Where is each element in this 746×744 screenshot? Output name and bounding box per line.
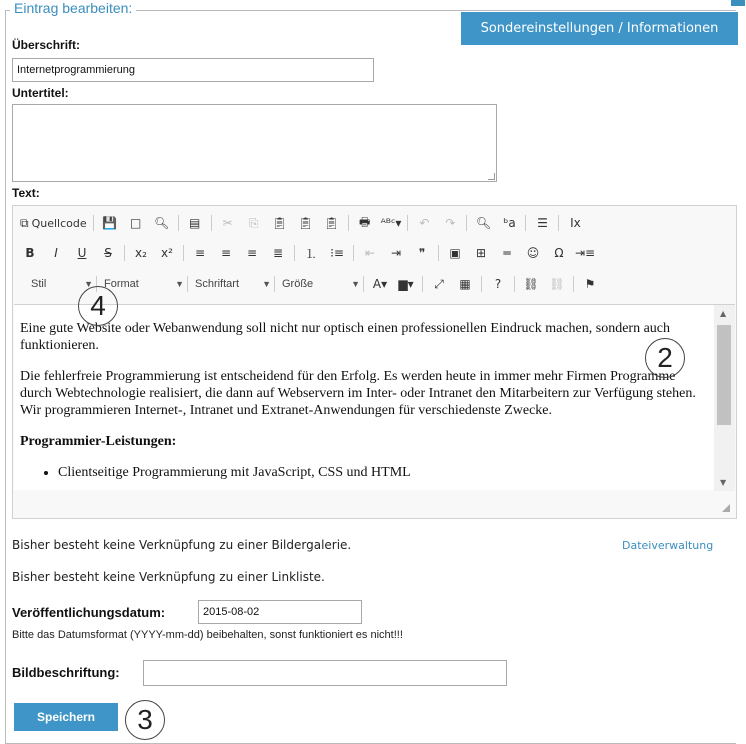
templates-icon: ▤	[188, 216, 201, 230]
chevron-down-icon: ▼	[351, 279, 360, 289]
unlink-button[interactable]	[544, 273, 570, 295]
table-icon: ⊞	[475, 246, 487, 260]
toolbar-separator	[274, 276, 275, 292]
annotation-marker: 3	[125, 700, 165, 740]
format-dropdown-label: Format	[104, 278, 139, 290]
outdent-button[interactable]	[357, 242, 383, 264]
paste-word-button[interactable]	[319, 212, 345, 234]
scrollbar-thumb[interactable]	[717, 325, 731, 425]
source-button[interactable]	[17, 212, 90, 234]
align-left-icon: ≡	[194, 246, 206, 260]
corner-icon	[731, 0, 745, 6]
align-center-icon: ≡	[220, 246, 232, 260]
subtitle-textarea[interactable]	[12, 104, 497, 182]
spellcheck-button[interactable]	[378, 212, 405, 234]
remove-format-button[interactable]	[562, 212, 588, 234]
indent-icon: ⇥	[390, 246, 402, 260]
toolbar-separator	[178, 215, 179, 231]
file-management-link[interactable]: Dateiverwaltung	[622, 539, 714, 552]
align-left-button[interactable]	[187, 242, 213, 264]
date-format-hint: Bitte das Datumsformat (YYYY-mm-dd) beibehalten, sonst funktioniert es nicht!!!	[12, 629, 403, 641]
linklist-status-text: Bisher besteht keine Verknüpfung zu einer Linkliste.	[12, 570, 325, 584]
about-button[interactable]	[485, 273, 511, 295]
omega-icon: Ω	[554, 246, 564, 260]
smiley-icon: ☺	[526, 246, 540, 260]
style-dropdown[interactable]	[17, 273, 93, 295]
paste-icon: 📋︎	[272, 216, 288, 230]
toolbar-row-2	[17, 240, 598, 266]
content-paragraph: Die fehlerfreie Programmierung ist entscheidend für den Erfolg. Es werden heute in immer mehr Firmen Programme durch Webtechnologie realisiert, die dann auf Webservern im Inter- oder Intranet den Mitarbeitern zur Verfügung stehen. Wir programmieren Internet-, Intranet und Extranet-Anwendungen für verschiedenste Zwecke.	[20, 369, 696, 418]
toolbar-separator	[353, 245, 354, 261]
undo-icon: ↶	[419, 216, 430, 230]
paste-text-icon: 📋︎	[298, 216, 314, 230]
maximize-button[interactable]	[426, 273, 452, 295]
content-list	[20, 464, 706, 481]
toolbar-row-3-buttons	[367, 273, 603, 295]
justify-button[interactable]	[265, 242, 291, 264]
blockquote-icon: ❞	[418, 246, 426, 260]
paste-text-button[interactable]	[293, 212, 319, 234]
table-button[interactable]	[468, 242, 494, 264]
background-color-icon: ▆▾	[398, 277, 414, 291]
source-icon: ⧉	[20, 215, 29, 230]
underline-icon: U	[77, 246, 87, 260]
font-dropdown[interactable]	[191, 273, 271, 295]
indent-button[interactable]	[383, 242, 409, 264]
italic-button[interactable]	[43, 242, 69, 264]
preview-button[interactable]	[149, 212, 175, 234]
text-color-button[interactable]	[367, 273, 393, 295]
paste-word-icon: 📋︎	[324, 216, 340, 230]
annotation-marker: 4	[78, 286, 118, 326]
link-button[interactable]	[518, 273, 544, 295]
undo-button[interactable]	[411, 212, 437, 234]
save-button[interactable]: Speichern	[14, 703, 118, 731]
horizontal-rule-icon: ═	[503, 246, 511, 260]
align-center-button[interactable]	[213, 242, 239, 264]
new-page-button[interactable]	[123, 212, 149, 234]
subtitle-label: Untertitel:	[12, 86, 69, 100]
resize-grip-icon[interactable]	[488, 173, 495, 180]
toolbar-separator	[481, 276, 482, 292]
preview-icon: 🔍︎	[154, 216, 170, 230]
redo-button[interactable]	[437, 212, 463, 234]
align-right-icon: ≡	[246, 246, 258, 260]
underline-button[interactable]	[69, 242, 95, 264]
bg-color-button[interactable]	[393, 273, 419, 295]
resize-grip-icon[interactable]	[722, 504, 730, 512]
image-button[interactable]	[442, 242, 468, 264]
numbered-list-icon: ⒈	[304, 246, 317, 261]
subtitle-wrapper	[12, 104, 497, 182]
toolbar-separator	[294, 245, 295, 261]
source-button-label: Quellcode	[31, 216, 87, 230]
select-all-button[interactable]	[529, 212, 555, 234]
bullet-list-icon: ⁝≡	[330, 246, 344, 260]
page-break-icon: ⇥≡	[575, 246, 596, 260]
superscript-icon: x²	[161, 246, 173, 260]
list-item: • Clientseitige Programmierung mit JavaScript, CSS und HTML	[58, 464, 706, 481]
page-break-button[interactable]	[572, 242, 598, 264]
font-dropdown-label: Schriftart	[195, 278, 240, 290]
special-char-button[interactable]	[546, 242, 572, 264]
templates-button[interactable]	[182, 212, 208, 234]
caption-input[interactable]	[143, 660, 507, 686]
toolbar-separator	[514, 276, 515, 292]
subscript-button[interactable]	[128, 242, 154, 264]
toolbar-separator	[348, 215, 349, 231]
text-label: Text:	[12, 186, 40, 200]
find-button[interactable]	[470, 212, 496, 234]
replace-button[interactable]	[496, 212, 522, 234]
remove-format-icon: Ix	[570, 216, 581, 230]
link-icon: ⛓	[523, 277, 539, 291]
publish-date-input[interactable]	[198, 600, 362, 624]
size-dropdown-label: Größe	[282, 278, 314, 290]
editor-content[interactable]	[14, 304, 714, 490]
toolbar-row-1	[17, 210, 588, 236]
cut-icon: ✂	[222, 216, 233, 230]
unlink-icon: ⛓	[549, 277, 565, 291]
print-button[interactable]	[352, 212, 378, 234]
find-icon: 🔍︎	[475, 216, 492, 230]
chevron-down-icon: ▼	[84, 279, 93, 289]
toolbar-separator	[124, 245, 125, 261]
gallery-status-text: Bisher besteht keine Verknüpfung zu einer Bildergalerie.	[12, 538, 352, 552]
chevron-down-icon: ▼	[262, 279, 271, 289]
chevron-down-icon: ▼	[175, 279, 184, 289]
toolbar-separator	[183, 245, 184, 261]
numbered-list-button[interactable]	[298, 242, 324, 264]
toolbar-separator	[363, 276, 364, 292]
strike-button[interactable]	[95, 242, 121, 264]
hr-button[interactable]	[494, 242, 520, 264]
replace-icon: ᵇa	[503, 216, 516, 230]
show-blocks-icon: ▦	[459, 277, 471, 291]
heading-label: Überschrift:	[12, 38, 81, 52]
cut-button[interactable]	[215, 212, 241, 234]
style-dropdown-label: Stil	[31, 278, 47, 290]
copy-icon: ⎘	[248, 215, 259, 230]
toolbar-separator	[187, 276, 188, 292]
print-icon: 🖶	[358, 214, 371, 229]
annotation-marker: 2	[645, 338, 685, 378]
info-tab-button[interactable]: Sondereinstellungen / Informationen	[461, 12, 738, 45]
content-heading: Programmier-Leistungen:	[20, 434, 177, 449]
bold-button[interactable]	[17, 242, 43, 264]
help-icon: ?	[494, 277, 502, 291]
superscript-button[interactable]	[154, 242, 180, 264]
toolbar-separator	[525, 215, 526, 231]
toolbar-separator	[466, 215, 467, 231]
paste-button[interactable]	[267, 212, 293, 234]
toolbar-separator	[573, 276, 574, 292]
scroll-up-icon[interactable]: ▲	[720, 309, 727, 318]
blockquote-button[interactable]	[409, 242, 435, 264]
publish-date-label: Veröffentlichungsdatum:	[12, 605, 166, 620]
spellcheck-icon: ᴬᴮᶜ▾	[380, 216, 402, 230]
copy-button[interactable]	[241, 212, 267, 234]
rich-text-editor	[12, 205, 737, 519]
outdent-icon: ⇤	[364, 246, 376, 260]
size-dropdown[interactable]	[278, 273, 360, 295]
save-doc-button[interactable]	[97, 212, 123, 234]
new-page-icon: □	[129, 216, 142, 230]
editor-scrollbar[interactable]	[714, 304, 735, 491]
editor-statusbar	[14, 492, 736, 518]
toolbar-separator	[422, 276, 423, 292]
toolbar-separator	[438, 245, 439, 261]
save-icon: 💾	[102, 216, 118, 230]
scroll-down-icon[interactable]: ▼	[720, 478, 727, 487]
redo-icon: ↷	[445, 216, 456, 230]
align-right-button[interactable]	[239, 242, 265, 264]
anchor-flag-icon: ⚑	[584, 277, 596, 291]
toolbar-separator	[407, 215, 408, 231]
strikethrough-icon: S	[104, 246, 112, 260]
heading-input[interactable]	[12, 58, 374, 82]
bullet-list-button[interactable]	[324, 242, 350, 264]
italic-icon: I	[54, 246, 58, 260]
maximize-icon: ⤢	[434, 276, 444, 291]
caption-label: Bildbeschriftung:	[12, 665, 120, 680]
toolbar-separator	[211, 215, 212, 231]
smiley-button[interactable]	[520, 242, 546, 264]
subscript-icon: x₂	[135, 246, 147, 260]
bold-icon: B	[25, 246, 35, 260]
show-blocks-button[interactable]	[452, 273, 478, 295]
text-color-icon: A▾	[372, 277, 388, 291]
fieldset-legend: Eintrag bearbeiten:	[10, 0, 136, 16]
image-icon: ▣	[449, 246, 461, 260]
select-all-icon: ☰	[537, 216, 548, 230]
toolbar-separator	[558, 215, 559, 231]
content-paragraph: Eine gute Website oder Webanwendung soll nicht nur optisch einen professionellen Eindruck machen, sondern auch funktionieren.	[20, 321, 670, 353]
justify-icon: ≣	[272, 246, 284, 260]
toolbar-separator	[93, 215, 94, 231]
anchor-button[interactable]	[577, 273, 603, 295]
